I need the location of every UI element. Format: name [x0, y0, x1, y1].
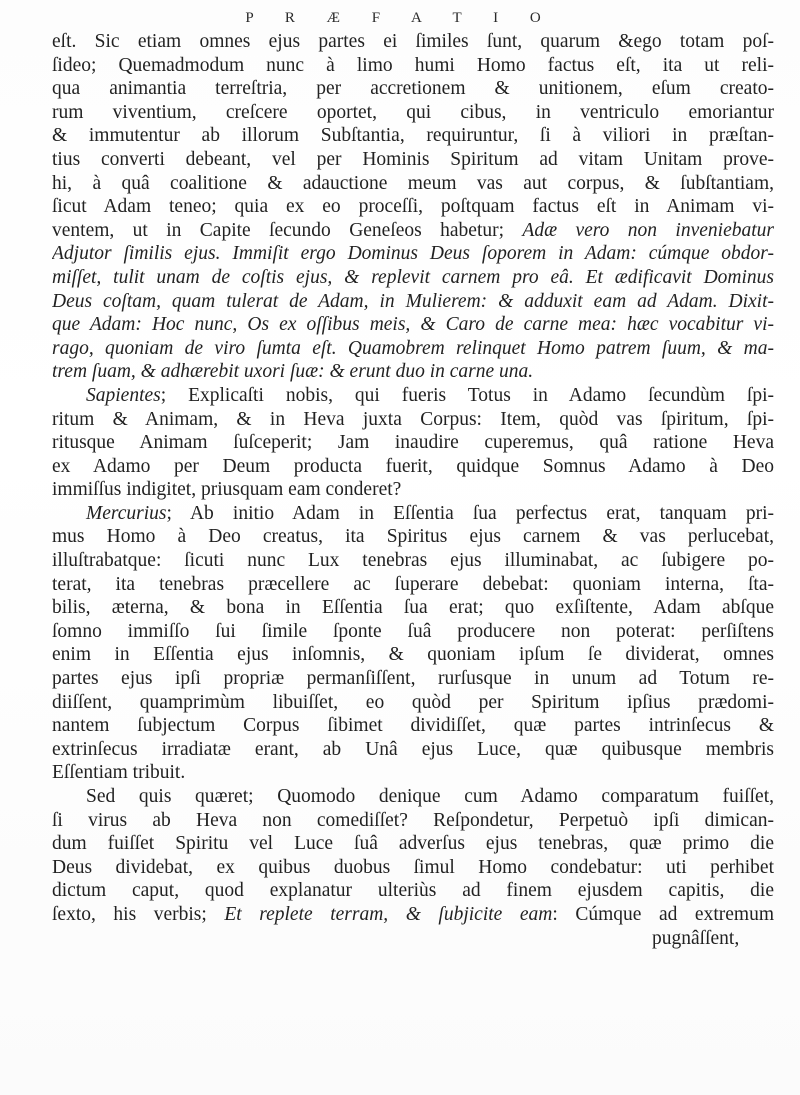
text-line [52, 549, 774, 573]
text-line [52, 856, 774, 880]
line-text: illuſtrabatque: ſicuti nunc Lux tenebras ejus illuminabat, ac ſubigere po- [52, 550, 774, 572]
text-line [52, 785, 774, 809]
line-text: Sapientes [86, 384, 161, 406]
line-text: rago, quoniam de viro ſumta eſt. Quamobrem relinquet Homo patrem ſuum, & ma- [52, 337, 774, 359]
text-line [52, 455, 774, 479]
line-text: ſicut Adam teneo; quia ex eo proceſſi, poſtquam factus eſt in Animam vi- [52, 196, 774, 218]
line-text: Eſſentiam tribuit. [52, 762, 186, 784]
line-text: hi, à quâ coalitione & adauctione meum vas aut corpus, & ſubſtantiam, [52, 172, 774, 194]
text-line [52, 620, 774, 644]
text-line [52, 384, 774, 408]
text-line [52, 525, 774, 549]
line-text: bilis, æterna, & bona in Eſſentia ſua erat; quo exſiſtente, Adam abſque [52, 597, 774, 619]
line-text: Et replete terram, & ſubjicite eam [224, 903, 553, 925]
line-text: que Adam: Hoc nunc, Os ex oſſibus meis, & Caro de carne mea: hæc vocabitur vi- [52, 314, 774, 336]
line-text-post: ; Explicaſti nobis, qui fueris Totus in Adamo ſecundùm ſpi- [160, 384, 774, 406]
line-text: partes ejus ipſi propriæ permanſiſſent, rurſusque in unum ad Totum re- [52, 668, 774, 690]
text-block [52, 30, 774, 950]
line-text: eſt. Sic etiam omnes ejus partes ei ſimiles ſunt, quarum &ego totam poſ- [52, 31, 774, 52]
line-text-pre: ſexto, his verbis; [52, 903, 225, 925]
running-head: P R Æ F A T I O [245, 10, 555, 26]
text-line [52, 903, 774, 927]
line-text: Sed quis quæret; Quomodo denique cum Adamo comparatum fuiſſet, [86, 786, 774, 807]
text-line [52, 101, 774, 125]
line-text-post: : Cúmque ad extremum [552, 903, 774, 925]
text-line [52, 195, 774, 219]
text-line [52, 832, 774, 856]
line-text-post: ; Ab initio Adam in Eſſentia ſua perfectus erat, tanquam pri- [166, 502, 774, 524]
line-text: ritum & Animam, & in Heva juxta Corpus: Item, quòd vas ſpiritum, ſpi- [52, 408, 774, 430]
text-line [52, 478, 774, 502]
text-line [52, 596, 774, 620]
line-text-pre: ventem, ut in Capite ſecundo Geneſeos habetur; [52, 219, 523, 241]
line-text: dum fuiſſet Spiritu vel Luce ſuâ adverſus ejus tenebras, quæ primo die [52, 833, 774, 855]
line-text: miſſet, tulit unam de coſtis ejus, & replevit carnem pro eâ. Et ædificavit Dominus [52, 266, 774, 288]
text-line [52, 219, 774, 243]
text-line [52, 502, 774, 526]
text-line [52, 691, 774, 715]
text-line [52, 337, 774, 361]
line-text: dictum caput, quod explanatur ulteriùs ad finem ejusdem capitis, die [52, 880, 774, 902]
line-text: diiſſent, quamprimùm libuiſſet, eo quòd per Spiritum ipſius prædomi- [52, 691, 774, 713]
text-line [52, 879, 774, 903]
line-text: Deus dividebat, ex quibus duobus ſimul Homo condebatur: uti perhibet [52, 856, 774, 878]
text-line [52, 809, 774, 833]
text-line [52, 172, 774, 196]
text-line [52, 761, 774, 785]
line-text: qua animantia terreſtria, per accretionem & unitionem, eſum creato- [52, 78, 774, 100]
line-text: Deus coſtam, quam tulerat de Adam, in Mulierem: & adduxit eam ad Adam. Dixit- [52, 290, 774, 312]
text-line [52, 148, 774, 172]
line-text: Mercurius [86, 502, 167, 524]
line-text: immiſſus indigitet, priusquam eam conderet? [52, 479, 402, 501]
text-line [52, 266, 774, 290]
line-text: ex Adamo per Deum producta fuerit, quidque Somnus Adamo à Deo [52, 455, 774, 477]
line-text: enim in Eſſentia ejus inſomnis, & quoniam ipſum ſe dividerat, omnes [52, 644, 774, 666]
text-line [52, 77, 774, 101]
text-line [52, 738, 774, 762]
line-text: tius converti debeant, vel per Hominis Spiritum ad vitam Unitam prove- [52, 148, 774, 170]
text-line [52, 30, 774, 54]
text-line [52, 360, 774, 384]
line-text: Adjutor ſimilis ejus. Immiſit ergo Dominus Deus ſoporem in Adam: cúmque obdor- [52, 243, 774, 265]
text-line [52, 313, 774, 337]
text-line [52, 643, 774, 667]
text-line [52, 714, 774, 738]
text-line [52, 408, 774, 432]
text-line [52, 431, 774, 455]
line-text: & immutentur ab illorum Subſtantia, requiruntur, ſi à viliori in præſtan- [52, 125, 774, 147]
line-text: terat, ita tenebras præcellere ac ſuperare debebat: quoniam interna, ſta- [52, 573, 774, 595]
line-text: rum viventium, creſcere oportet, qui cibus, in ventriculo emoriantur [52, 101, 774, 123]
line-text: ritusque Animam ſuſceperit; Jam inaudire cuperemus, quâ ratione Heva [52, 432, 774, 454]
line-text: nantem ſubjectum Corpus ſibimet dividiſſet, quæ partes intrinſecus & [52, 715, 774, 737]
text-line [52, 927, 774, 951]
line-text: extrinſecus irradiatæ erant, ab Unâ ejus Luce, quæ quibusque membris [52, 738, 774, 760]
line-text: Adæ vero non inveniebatur [522, 219, 774, 241]
text-line [52, 573, 774, 597]
line-text: trem ſuam, & adhærebit uxori ſuæ: & erunt duo in carne una. [52, 361, 534, 383]
line-text: pugnâſſent, [652, 927, 740, 949]
text-line [52, 54, 774, 78]
line-text: ſomno immiſſo ſui ſimile ſponte ſuâ producere non poterat: perſiſtens [52, 620, 774, 642]
line-text: ſi virus ab Heva non comediſſet? Reſpondetur, Perpetuò ipſi dimican- [52, 809, 774, 831]
text-line [52, 242, 774, 266]
text-line [52, 667, 774, 691]
line-text: ſideo; Quemadmodum nunc à limo humi Homo factus eſt, ita ut reli- [52, 54, 774, 76]
line-text: mus Homo à Deo creatus, ita Spiritus ejus carnem & vas perlucebat, [52, 526, 774, 548]
text-line [52, 124, 774, 148]
text-line [52, 290, 774, 314]
